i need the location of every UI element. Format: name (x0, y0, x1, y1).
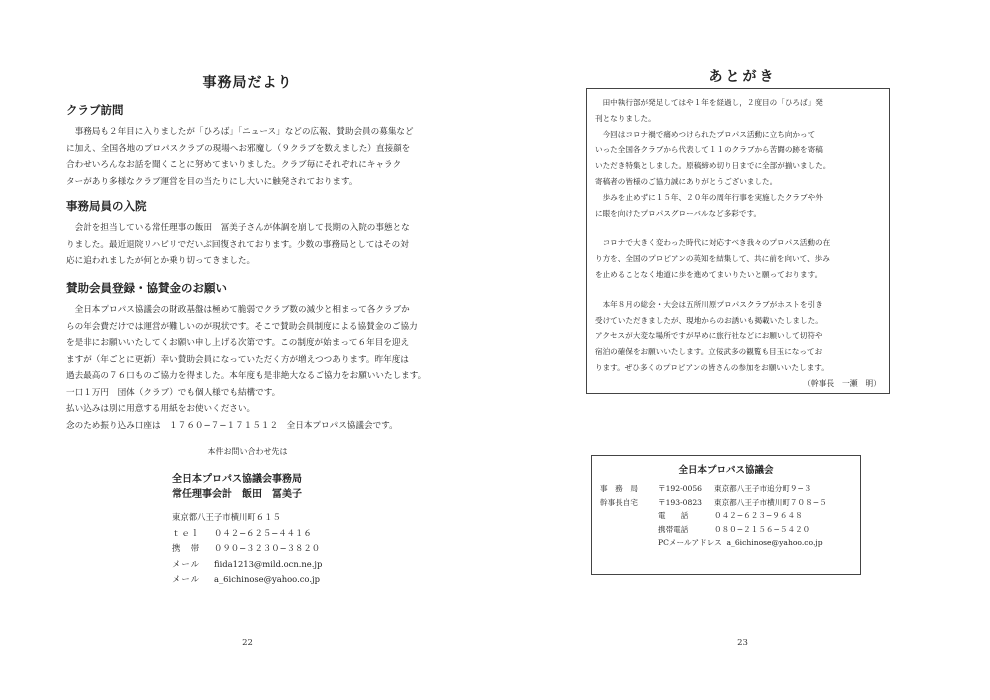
section-club-visits (66, 102, 428, 190)
afterword-box (586, 88, 890, 394)
page-title-afterword: あとがき (708, 69, 777, 85)
mobile-label: 携 帯 (172, 543, 201, 553)
text-line: り方を、全国のプロピアンの英知を結集して、共に前を向いて、歩み (595, 254, 830, 264)
text-line: 全日本プロパス協議会の財政基盤は極めて脆弱でクラブ数の減少と相まって各クラブか (74, 305, 410, 315)
text-line: を止めることなく地道に歩を進めてまいりたいと願っております。 (595, 269, 823, 279)
text-line: 受けていただきましたが、現地からのお誘いも掲載いたしました。 (595, 315, 823, 325)
mobile-value: ０９０−３２３０−３８２０ (214, 543, 321, 553)
signature: （幹事長 一瀬 明） (803, 378, 881, 388)
contact-org: 全日本プロパス協議会事務局 (172, 474, 302, 485)
row-value: 東京都八王子市横川町７０８−５ (714, 497, 827, 507)
right-page (495, 0, 990, 700)
text-line: 田中執行部が発足してはや１年を経過し，２度目の「ひろば」発 (602, 98, 823, 107)
row-value: 東京都八王子市追分町９−３ (714, 484, 812, 493)
row-value: ０８０−２１５６−５４２０ (714, 524, 811, 534)
section-heading: クラブ訪問 (66, 103, 124, 117)
tel-label: ｔｅｌ (172, 527, 201, 538)
row-sublabel: 〒193-0823 (658, 497, 702, 507)
section-heading: 賛助会員登録・協賛金のお願い (66, 281, 227, 295)
org-contact-box (591, 455, 861, 575)
text-line: 一口１万円 団体（クラブ）でも個人様でも結構です。 (66, 387, 281, 398)
tel-value: ０４２−６２５−４４１６ (214, 527, 312, 538)
page-title-office-news: 事務局だより (202, 75, 293, 91)
text-line: 払い込みは別に用意する用紙をお使いください。 (66, 404, 256, 414)
contact-mobile (172, 541, 352, 557)
text-line: らの年会費だけでは運営が難しいのが現状です。そこで賛助会員制度による協賛金のご協力 (66, 321, 418, 332)
text-line: りました。最近退院リハビリでだいぶ回復されております。少数の事務局としてはその対 (66, 239, 409, 250)
text-line: 宿泊の確保をお願いいたします。立佞武多の観覧も目玉になってお (595, 347, 823, 357)
mail-label: メール (172, 558, 200, 569)
text-line: に加え、全国各地のプロパスクラブの現場へお邪魔し（９クラブを数えました）直接顔を (66, 143, 411, 154)
row-sublabel: 携帯電話 (658, 524, 689, 534)
text-line: 過去最高の７６口ものご協力を得ました。本年度も是非絶大なるご協力をお願いいたします。 (66, 371, 427, 381)
row-value: ０４２−６２３−９６４８ (714, 511, 803, 521)
row-sublabel: 電 話 (658, 511, 689, 521)
contact-lead: 本件お問い合わせ先は (207, 447, 288, 456)
row-label: 事 務 局 (600, 484, 638, 493)
org-row (600, 536, 852, 550)
text-line: 今回はコロナ禍で痛めつけられたプロパス活動に立ち向かって (602, 129, 816, 139)
text-line: を是非にお願いいたしてくお願い申し上げる次第です。この制度が始まって６年目を迎え (66, 338, 410, 348)
text-line: 寄稿者の皆様のご協力誠にありがとうございました。 (595, 176, 778, 186)
text-line: 会計を担当している常任理事の飯田 冨美子さんが体調を崩して長期の入院の事態とな (74, 223, 410, 233)
org-row (600, 496, 852, 510)
section-staff-hospitalization (66, 198, 428, 270)
text-line: 刊となりました。 (595, 113, 656, 123)
row-value: a_6ichinose@yahoo.co.jp (726, 538, 823, 548)
row-sublabel: PCメールアドレス (658, 538, 722, 548)
text-line: 念のため振り込み口座は １７６０−７−１７１５１２ 全日本プロパス協議会です。 (66, 420, 398, 431)
text-line: ますが（年ごとに更新）幸い賛助会員になっていただく方が増えつつあります。昨年度は (66, 354, 409, 365)
text-line: に眼を向けたプロパスグローバルなど多彩です。 (595, 208, 762, 218)
text-line: コロナで大きく変わった時代に対応すべき我々のプロパス活動の在 (602, 238, 831, 248)
contact-tel (172, 526, 352, 542)
text-line: 事務局も２年目に入りましたが「ひろば」「ニュース」などの広報、賛助会員の募集など (74, 127, 414, 137)
contact-person: 常任理事会計 飯田 冨美子 (172, 489, 302, 500)
text-line: ターがあり多様なクラブ運営を目の当たりにし大いに触発されております。 (66, 176, 358, 187)
text-line: 応に追われましたが何とか乗り切ってきました。 (66, 256, 256, 266)
text-line: 本年８月の総会・大会は五所川原プロパスクラブがホストを引き (602, 299, 823, 309)
text-line: いただき特集としました。原稿締め切り日までに全部が揃いました。 (595, 161, 831, 171)
contact-block (172, 472, 352, 588)
section-heading: 事務局員の入院 (66, 199, 147, 213)
org-row (600, 523, 852, 537)
contact-address: 東京都八王子市横川町６１５ (172, 512, 281, 522)
row-sublabel: 〒192-0056 (658, 484, 702, 493)
text-line: アクセスが大変な場所ですが早めに旅行社などにお願いして切符や (595, 331, 823, 341)
org-box-title: 全日本プロパス協議会 (678, 465, 774, 476)
org-row (600, 482, 852, 496)
page-number: 23 (737, 638, 748, 648)
section-supporting-members (66, 280, 428, 434)
text-line: 合わせいろんなお話を聞くことに努めてまいりました。クラブ毎にそれぞれにキャラク (66, 160, 402, 170)
page-number: 22 (242, 638, 253, 648)
text-line: ります。ぜひ多くのプロピアンの皆さんの参加をお願いいたします。 (595, 362, 829, 372)
text-line: いった全国各クラブから代表して１１のクラブから苦闘の跡を寄稿 (595, 145, 823, 155)
text-line: 歩みを止めずに１５年、２０年の周年行事を実施したクラブや外 (602, 192, 823, 202)
contact-mail-2 (172, 572, 352, 588)
mail-value: a_6ichinose@yahoo.co.jp (214, 574, 320, 584)
org-row (600, 509, 852, 523)
mail-label: メール (172, 574, 200, 584)
contact-mail-1 (172, 557, 352, 573)
mail-value: fiida1213@mild.ocn.ne.jp (214, 558, 323, 569)
row-label: 幹事長自宅 (600, 497, 638, 507)
